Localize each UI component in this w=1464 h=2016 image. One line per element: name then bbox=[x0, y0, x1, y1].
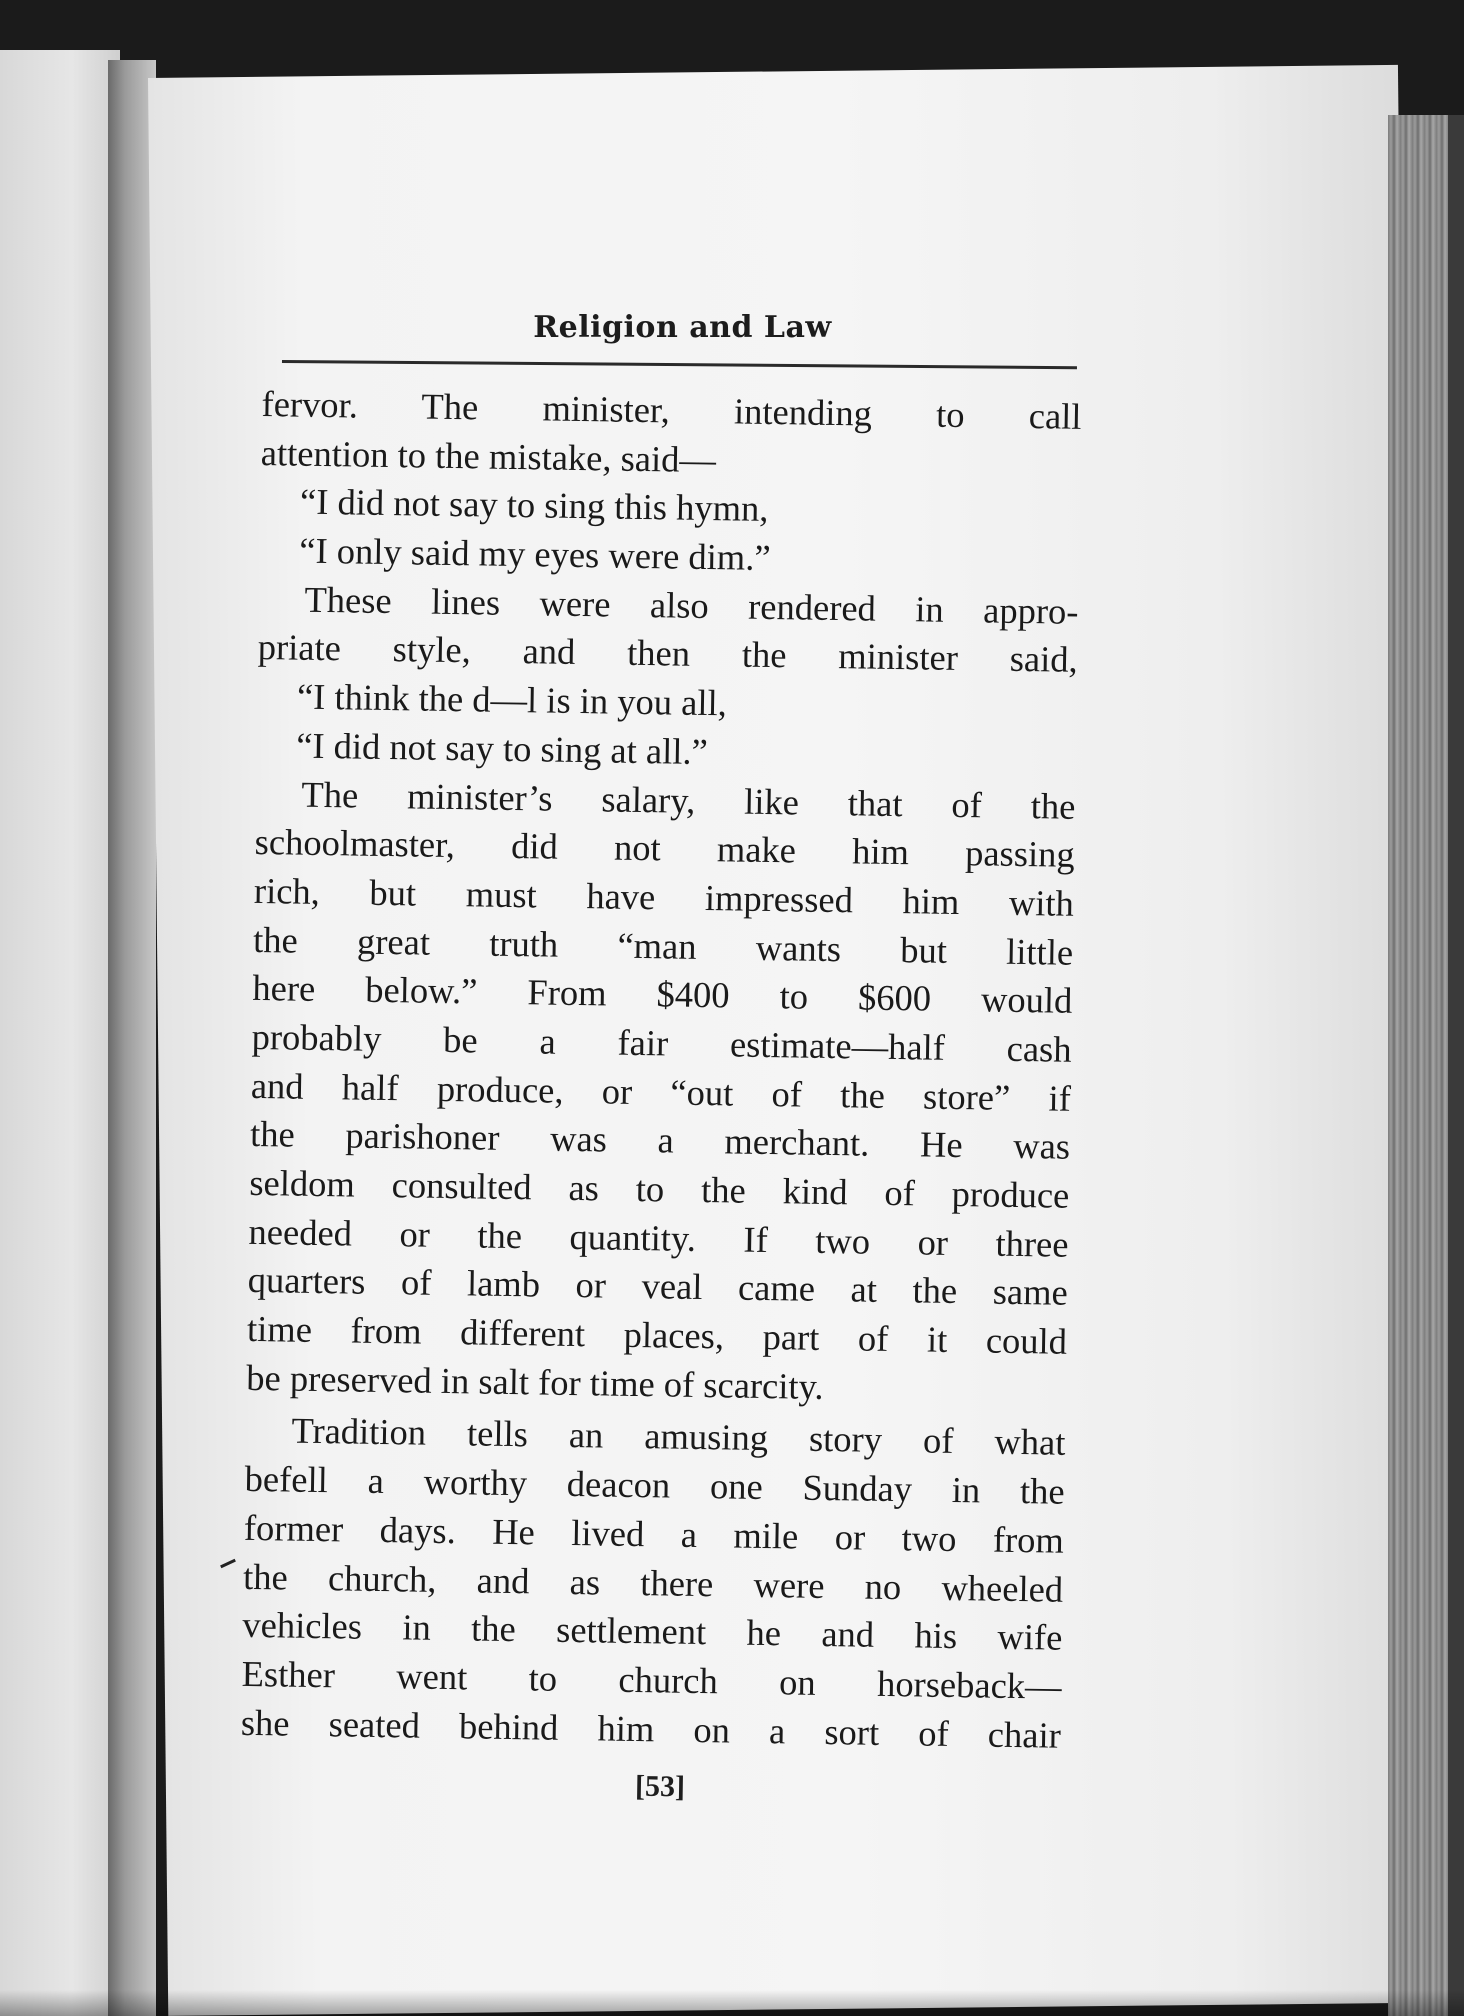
text-line: “I think the d—l is in you all, bbox=[296, 675, 728, 724]
facing-page-edge bbox=[0, 50, 120, 2016]
text-line: the church, and as there were no wheeled bbox=[242, 1555, 1064, 1610]
text-line: attention to the mistake, said— bbox=[260, 431, 717, 480]
text-line: rich, but must have impressed him with bbox=[253, 869, 1075, 924]
text-line: quarters of lamb or veal came at the same bbox=[247, 1259, 1069, 1314]
text-line: schoolmaster, did not make him passing bbox=[254, 821, 1075, 876]
text-line: “I only said my eyes were dim.” bbox=[299, 529, 771, 579]
page-edge-shadow bbox=[1448, 115, 1464, 2016]
text-line: she seated behind him on a sort of chair bbox=[240, 1701, 1062, 1756]
text-line: These lines were also rendered in appro- bbox=[304, 578, 1079, 632]
text-line: “I did not say to sing at all.” bbox=[295, 724, 709, 772]
text-line: vehicles in the settlement he and his wife bbox=[242, 1604, 1063, 1658]
bottom-shadow bbox=[0, 1990, 1464, 2016]
book-gutter bbox=[108, 60, 156, 2016]
text-line: the great truth “man wants but little bbox=[252, 918, 1074, 973]
text-line: Esther went to church on horseback— bbox=[241, 1652, 1062, 1707]
running-head: Religion and Law bbox=[533, 310, 832, 345]
text-line: The minister’s salary, like that of the bbox=[301, 773, 1076, 827]
text-line: be preserved in salt for time of scarcity. bbox=[246, 1356, 824, 1407]
text-line: former days. He lived a mile or two from bbox=[243, 1506, 1065, 1561]
text-line: fervor. The minister, intending to call bbox=[261, 382, 1082, 437]
text-line: “I did not say to sing this hymn, bbox=[299, 480, 769, 530]
text-line: seldom consulted as to the kind of produce bbox=[249, 1161, 1070, 1216]
text-line: here below.” From $400 to $600 would bbox=[252, 967, 1073, 1022]
page-number: [53] bbox=[634, 1769, 686, 1804]
text-line: and half produce, or “out of the store” if bbox=[250, 1064, 1072, 1119]
text-line: probably be a fair estimate—half cash bbox=[251, 1015, 1072, 1070]
body-text bbox=[241, 380, 1082, 1760]
text-line: time from different places, part of it could bbox=[246, 1307, 1068, 1362]
text-line: needed or the quantity. If two or three bbox=[248, 1210, 1069, 1265]
text-line: befell a worthy deacon one Sunday in the bbox=[244, 1457, 1065, 1512]
text-line: the parishoner was a merchant. He was bbox=[249, 1113, 1071, 1168]
text-line: Tradition tells an amusing story of what bbox=[291, 1410, 1066, 1464]
text-line: priate style, and then the minister said, bbox=[257, 626, 1079, 681]
